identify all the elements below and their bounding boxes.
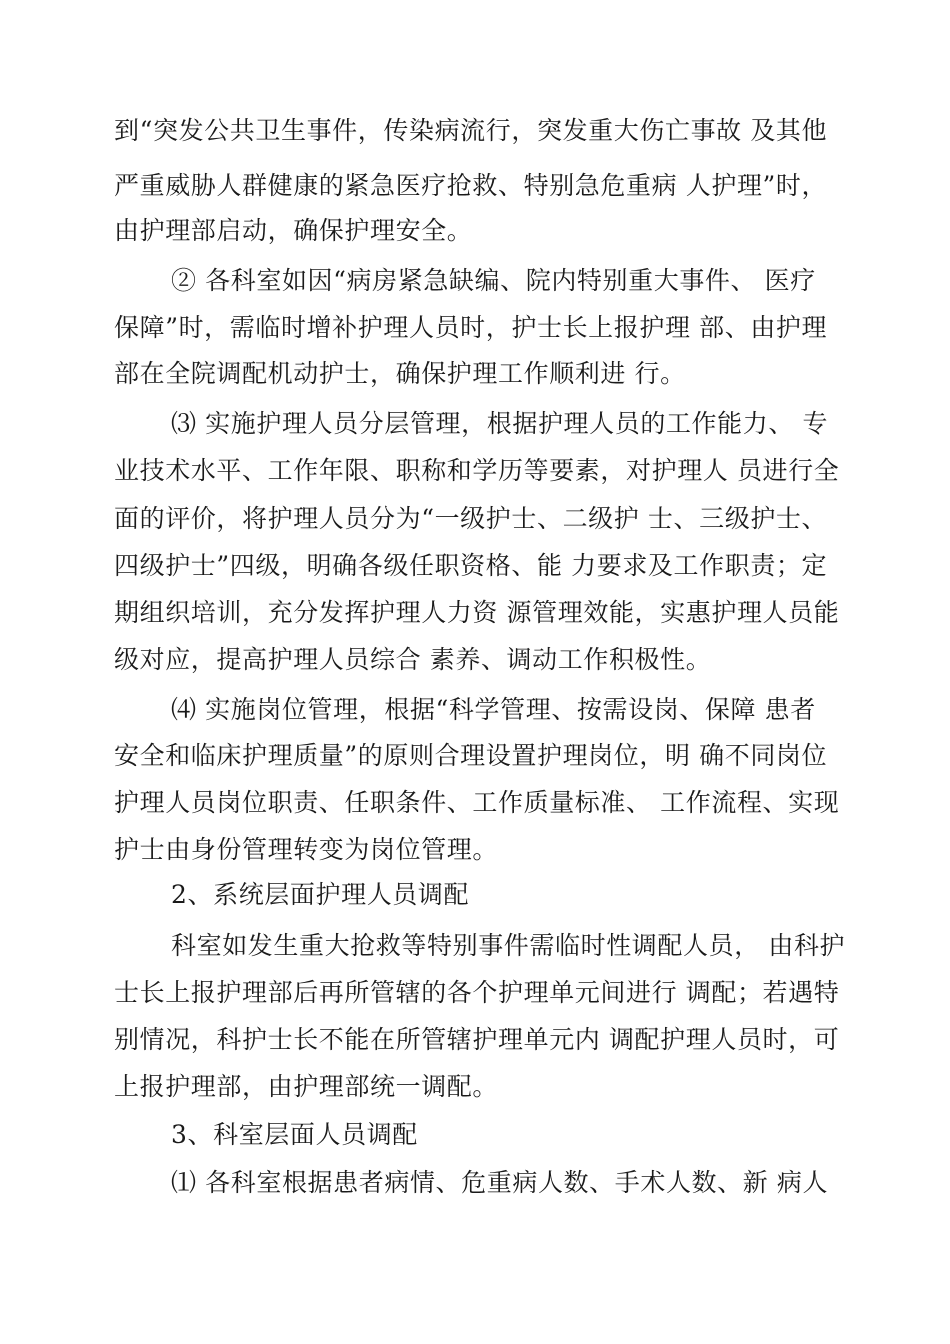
section-heading: 2、系统层面护理人员调配 [171, 880, 470, 909]
text-line: 级对应，提高护理人员综合 素养、调动工作积极性。 [114, 645, 712, 674]
text-line: 护士由身份管理转变为岗位管理。 [114, 835, 499, 864]
text-line: ⑷ 实施岗位管理，根据“科学管理、按需设岗、保障 患者 [171, 695, 816, 724]
text-line: ⑶ 实施护理人员分层管理，根据护理人员的工作能力、 专 [171, 409, 829, 438]
text-line: 面的评价，将护理人员分为“一级护士、二级护 士、三级护士、 [114, 504, 828, 533]
text-line: 到“突发公共卫生事件，传染病流行，突发重大伤亡事故 及其他 [114, 116, 828, 145]
text-line: 科室如发生重大抢救等特别事件需临时性调配人员， 由科护 [171, 931, 846, 960]
text-line: 严重威胁人群健康的紧急医疗抢救、特别急危重病 人护理”时， [114, 171, 828, 200]
text-line: 期组织培训，充分发挥护理人力资 源管理效能，实惠护理人员能 [114, 598, 840, 627]
text-line: 护理人员岗位职责、任职条件、工作质量标准、 工作流程、实现 [114, 788, 840, 817]
text-line: ② 各科室如因“病房紧急缺编、院内特别重大事件、 医疗 [171, 266, 816, 295]
text-line: 别情况，科护士长不能在所管辖护理单元内 调配护理人员时，可 [114, 1025, 840, 1054]
text-line: 业技术水平、工作年限、职称和学历等要素，对护理人 员进行全 [114, 456, 840, 485]
text-line: 上报护理部，由护理部统一调配。 [114, 1072, 499, 1101]
text-line: 四级护士”四级，明确各级任职资格、能 力要求及工作职责；定 [114, 551, 828, 580]
text-line: ⑴ 各科室根据患者病情、危重病人数、手术人数、新 病人 [171, 1168, 829, 1197]
section-heading: 3、科室层面人员调配 [171, 1120, 418, 1149]
text-line: 由护理部启动，确保护理安全。 [114, 216, 473, 245]
text-line: 部在全院调配机动护士，确保护理工作顺利进 行。 [114, 359, 686, 388]
text-line: 安全和临床护理质量”的原则合理设置护理岗位，明 确不同岗位 [114, 741, 828, 770]
text-line: 士长上报护理部后再所管辖的各个护理单元间进行 调配；若遇特 [114, 978, 840, 1007]
text-line: 保障”时，需临时增补护理人员时，护士长上报护理 部、由护理 [114, 313, 828, 342]
